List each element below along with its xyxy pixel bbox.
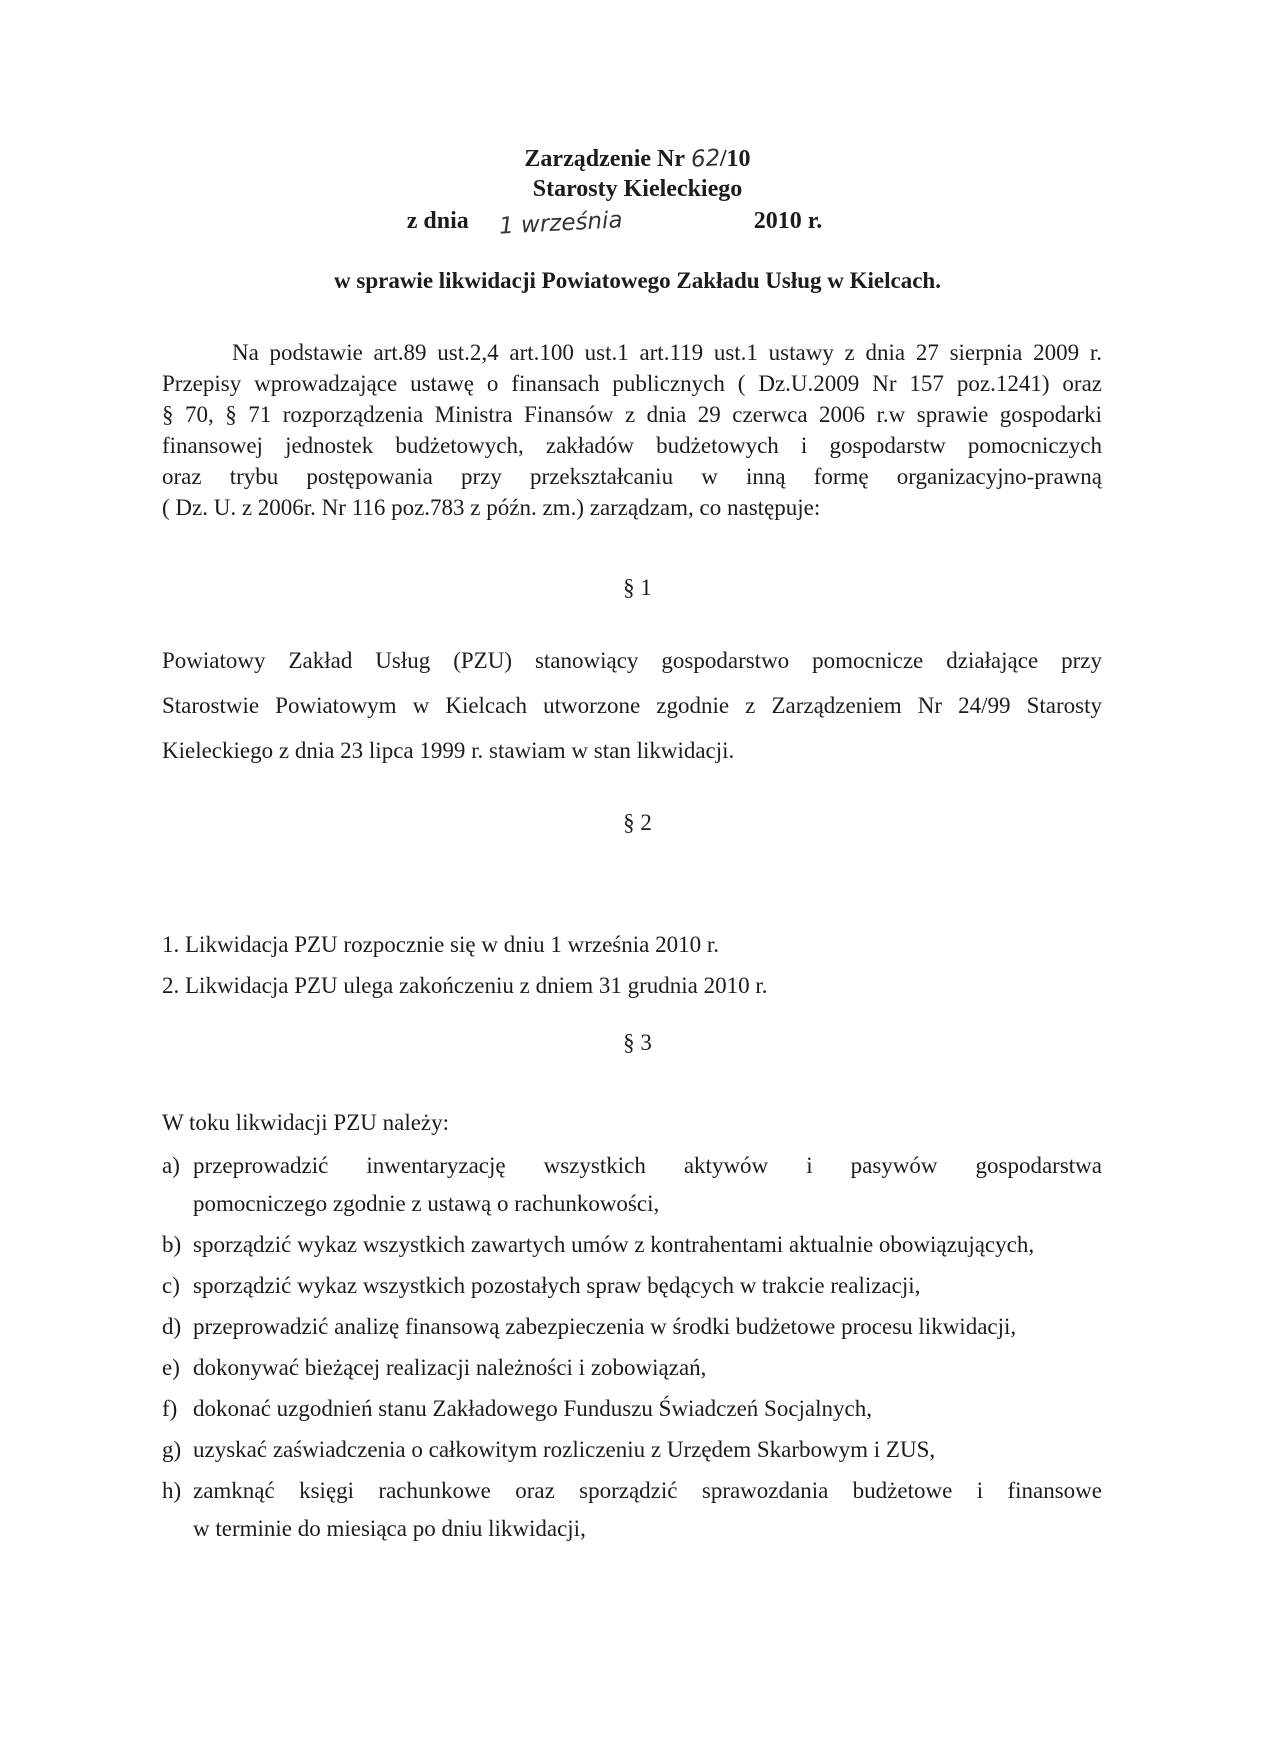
basis-line: finansowej jednostek budżetowych, zakładów budżetowych i gospodarstw pomocniczych <box>162 433 1102 458</box>
section-1-line: Kieleckiego z dnia 23 lipca 1999 r. stawiam w stan likwidacji. <box>162 738 735 763</box>
basis-line: Przepisy wprowadzające ustawę o finansach publicznych ( Dz.U.2009 Nr 157 poz.1241) oraz <box>162 371 1102 396</box>
section-3-list <box>162 1147 1102 1551</box>
document-header <box>0 144 1275 240</box>
section-1-sign: § 1 <box>623 575 652 600</box>
list-marker: h) <box>162 1478 182 1503</box>
section-2-list <box>162 924 1102 1006</box>
basis-line: § 70, § 71 rozporządzenia Ministra Finansów z dnia 29 czerwca 2006 r.w sprawie gospodarki <box>162 402 1102 427</box>
section-3-intro: W toku likwidacji PZU należy: <box>162 1110 450 1135</box>
date-prefix: z dnia <box>406 208 469 234</box>
list-marker: f) <box>162 1396 178 1421</box>
handwritten-date: 1 września <box>498 207 623 240</box>
order-number-line <box>0 144 1275 174</box>
issuer-line: Starosty Kieleckiego <box>532 176 743 202</box>
list-item <box>162 1472 1102 1548</box>
basis-line: oraz trybu postępowania przy przekształcaniu w inną formę organizacyjno-prawną <box>162 464 1102 489</box>
handwritten-order-number: 62 <box>689 145 721 173</box>
section-1-line: Powiatowy Zakład Usług (PZU) stanowiący gospodarstwo pomocnicze działające przy <box>162 648 1102 673</box>
list-item <box>162 1390 1102 1428</box>
list-marker: e) <box>162 1355 180 1380</box>
list-marker: g) <box>162 1437 182 1462</box>
list-marker: b) <box>162 1232 182 1257</box>
basis-line: ( Dz. U. z 2006r. Nr 116 poz.783 z późn. zm.) zarządzam, co następuje: <box>162 495 821 520</box>
list-item-line: zamknąć księgi rachunkowe oraz sporządzić sprawozdania budżetowe i finansowe <box>193 1478 1102 1503</box>
section-1-text <box>162 638 1102 773</box>
list-item <box>162 1349 1102 1387</box>
list-item <box>162 1147 1102 1223</box>
section-3-sign: § 3 <box>623 1030 652 1055</box>
date-year: 2010 r. <box>753 208 823 234</box>
list-item-text <box>193 1147 1102 1223</box>
list-item-text: uzyskać zaświadczenia o całkowitym rozliczeniu z Urzędem Skarbowym i ZUS, <box>193 1437 936 1462</box>
list-item: 2. Likwidacja PZU ulega zakończeniu z dniem 31 grudnia 2010 r. <box>162 973 768 998</box>
list-item-text: dokonywać bieżącej realizacji należności i zobowiązań, <box>193 1355 707 1380</box>
list-marker: d) <box>162 1314 182 1339</box>
list-marker: a) <box>162 1153 180 1178</box>
date-line <box>0 206 1275 240</box>
section-1-line: Starostwie Powiatowym w Kielcach utworzone zgodnie z Zarządzeniem Nr 24/99 Starosty <box>162 693 1102 718</box>
section-2-sign: § 2 <box>623 810 652 835</box>
list-item <box>162 1226 1102 1264</box>
list-item <box>162 1431 1102 1469</box>
list-item <box>162 1267 1102 1305</box>
list-item-text: sporządzić wykaz wszystkich zawartych umów z kontrahentami aktualnie obowiązujących, <box>193 1232 1035 1257</box>
list-item: 1. Likwidacja PZU rozpocznie się w dniu 1 września 2010 r. <box>162 932 719 957</box>
order-number-prefix: Zarządzenie Nr <box>524 146 691 172</box>
basis-line: Na podstawie art.89 ust.2,4 art.100 ust.1 art.119 ust.1 ustawy z dnia 27 sierpnia 2009 r. <box>232 340 1102 365</box>
list-item-text: dokonać uzgodnień stanu Zakładowego Funduszu Świadczeń Socjalnych, <box>193 1396 872 1421</box>
list-item-line: w terminie do miesiąca po dniu likwidacji, <box>193 1516 586 1541</box>
list-item-line: pomocniczego zgodnie z ustawą o rachunkowości, <box>193 1191 660 1216</box>
document-subject: w sprawie likwidacji Powiatowego Zakładu Usług w Kielcach. <box>334 268 941 293</box>
list-item-text: przeprowadzić analizę finansową zabezpieczenia w środki budżetowe procesu likwidacji, <box>193 1314 1017 1339</box>
legal-basis <box>162 337 1102 523</box>
list-item-text: sporządzić wykaz wszystkich pozostałych spraw będących w trakcie realizacji, <box>193 1273 921 1298</box>
list-item <box>162 1308 1102 1346</box>
list-marker: c) <box>162 1273 180 1298</box>
list-item-text <box>193 1472 1102 1548</box>
list-item-line: przeprowadzić inwentaryzację wszystkich aktywów i pasywów gospodarstwa <box>193 1153 1102 1178</box>
order-number-suffix: /10 <box>719 146 751 172</box>
